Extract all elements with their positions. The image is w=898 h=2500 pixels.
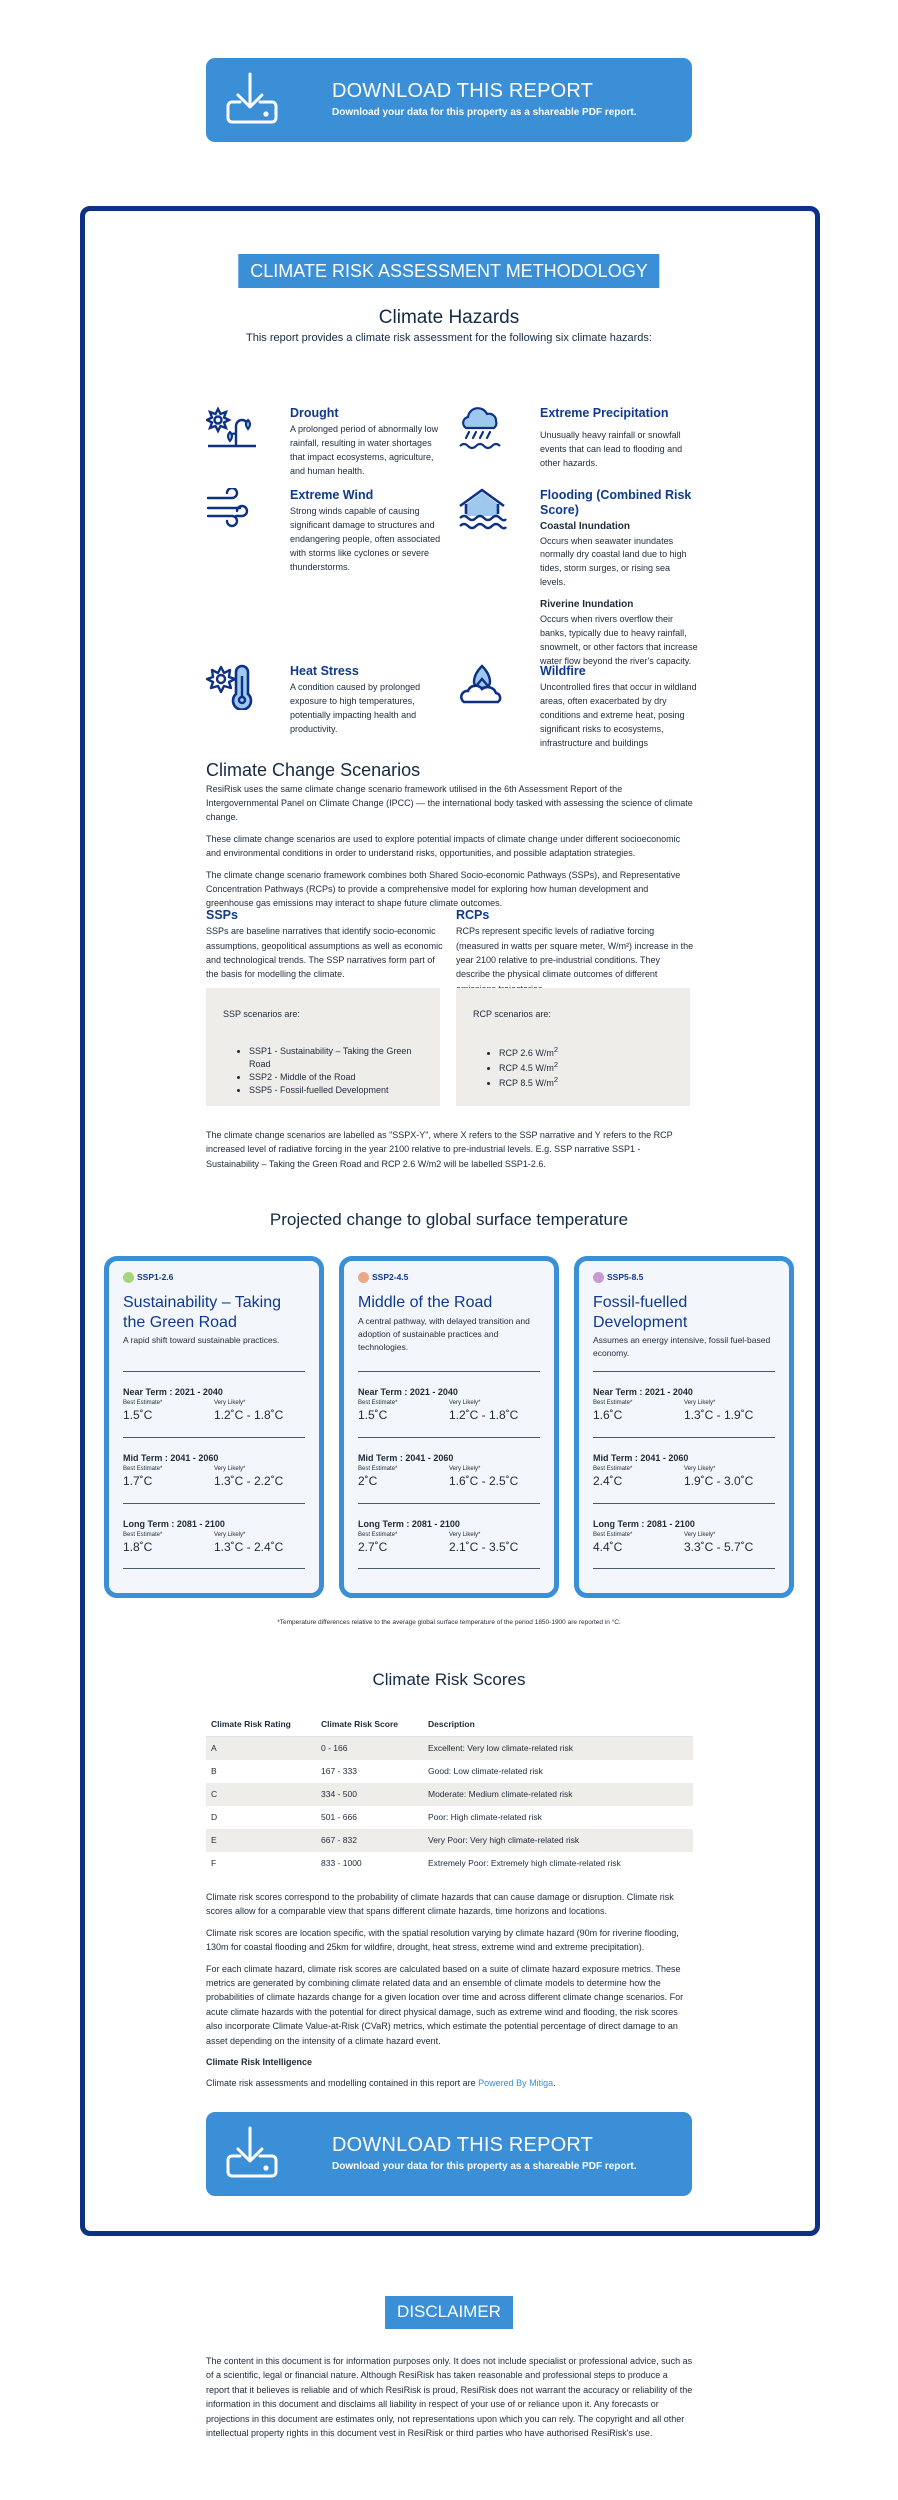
table-row bbox=[206, 1783, 693, 1806]
scenario-description: A central pathway, with delayed transition and adoption of sustainable practices and technologies. bbox=[358, 1315, 530, 1352]
term-block bbox=[593, 1437, 775, 1503]
table-row bbox=[206, 1829, 693, 1852]
very-likely-label: Very Likely* bbox=[449, 1400, 481, 1407]
projection-heading: Projected change to global surface temperature bbox=[269, 1210, 629, 1229]
hazard-title: Extreme Wind bbox=[290, 488, 374, 502]
term-block bbox=[123, 1371, 305, 1437]
risk-description-cell: Good: Low climate-related risk bbox=[428, 1766, 543, 1777]
risk-description-cell: Very Poor: Very high climate-related risk bbox=[423, 1829, 693, 1852]
scenario-color-dot bbox=[358, 1272, 369, 1283]
risk-scores-text bbox=[206, 1890, 693, 2098]
download-report-button-top[interactable] bbox=[206, 58, 692, 142]
scenario-color-dot bbox=[593, 1272, 604, 1283]
hazard-title: Drought bbox=[290, 406, 339, 420]
table-header-row bbox=[206, 1712, 693, 1737]
scenario-code: SSP5-8.5 bbox=[607, 1272, 644, 1282]
best-estimate-label: Best Estimate* bbox=[358, 1466, 398, 1473]
table-row bbox=[206, 1760, 693, 1783]
best-estimate-value: 4.4˚C bbox=[593, 1539, 623, 1554]
intel-text-body: Climate risk assessments and modelling contained in this report are bbox=[206, 2078, 479, 2089]
hazard-title: Extreme Precipitation bbox=[540, 406, 669, 420]
very-likely-value: 1.3˚C - 1.9˚C bbox=[684, 1407, 754, 1422]
intel-text-end: . bbox=[553, 2078, 556, 2089]
term-name: Mid Term : 2041 - 2060 bbox=[358, 1453, 454, 1463]
flooded-house-icon bbox=[456, 488, 508, 534]
ssps-heading: SSPs bbox=[206, 908, 238, 922]
column-header: Climate Risk Rating bbox=[206, 1712, 316, 1737]
term-name: Near Term : 2021 - 2040 bbox=[358, 1387, 458, 1397]
rcp-box-label: RCP scenarios are: bbox=[473, 1009, 551, 1019]
unit-superscript: 2 bbox=[553, 1060, 559, 1070]
best-estimate-label: Best Estimate* bbox=[123, 1400, 163, 1407]
rcps-text: RCPs represent specific levels of radiative forcing (measured in watts per square meter, W/m²) increase in the year 2100 relative to pre-industrial conditions. They describe the physical climate outcomes of different bbox=[456, 926, 694, 980]
scenario-title: Sustainability – Taking the Green Road bbox=[123, 1294, 282, 1331]
scenario-terms bbox=[593, 1371, 775, 1569]
term-block bbox=[123, 1437, 305, 1503]
best-estimate-label: Best Estimate* bbox=[358, 1400, 398, 1407]
best-estimate-label: Best Estimate* bbox=[593, 1532, 633, 1539]
download-report-button-bottom[interactable] bbox=[206, 2112, 692, 2196]
term-name: Long Term : 2081 - 2100 bbox=[123, 1519, 225, 1529]
scenarios-paragraph: The climate change scenario framework combines both Shared Socio-economic Pathways (SSPs), and Representative Concentration Pathways (RCPs) to provide a comprehensive model for exploring how human development and greenhouse gas emissions may interact to shape future climate outcomes. bbox=[206, 869, 681, 909]
ssp-scenarios-box bbox=[206, 988, 440, 1106]
best-estimate-value: 2˚C bbox=[358, 1473, 378, 1488]
best-estimate-label: Best Estimate* bbox=[358, 1532, 398, 1539]
scenario-card bbox=[104, 1256, 324, 1598]
scenario-title: Fossil-fuelled Development bbox=[593, 1294, 688, 1331]
scenarios-paragraph: ResiRisk uses the same climate change scenario framework utilised in the 6th Assessment Report of the Intergovernmental Panel on Climate Change (IPCC) — the international body tasked with assessing the science of climate change. bbox=[206, 783, 693, 823]
term-block bbox=[123, 1503, 305, 1569]
scenario-tag bbox=[358, 1271, 540, 1283]
download-subtitle: Download your data for this property as a shareable PDF report. bbox=[332, 2160, 637, 2172]
scenario-color-dot bbox=[123, 1272, 134, 1283]
scenario-description: A rapid shift toward sustainable practices. bbox=[123, 1334, 280, 1345]
risk-rating-cell: F bbox=[211, 1858, 217, 1869]
disclaimer-text: The content in this document is for information purposes only. It does not include specialist or professional advice, such as of a scientific, legal or financial nature. Although ResiRisk has taken reasonable and professional steps to produce a report that it believes is reliable and of which ResiRisk is proud, ResiRisk does not warrant the accuracy or reliability of the information in this document and disclaims all liability in respect of your use of or reliance upon it. Any forecasts or projections in this document are estimates only, not representations upon which you can rely. The copyright and all other intellectual property rights in this document vest in ResiRisk or third parties who have authorised ResiRisk's use. bbox=[206, 2356, 693, 2438]
download-title: DOWNLOAD THIS REPORT bbox=[332, 79, 594, 102]
disclaimer-badge: DISCLAIMER bbox=[385, 2296, 513, 2329]
very-likely-label: Very Likely* bbox=[684, 1532, 716, 1539]
download-subtitle: Download your data for this property as a shareable PDF report. bbox=[332, 106, 637, 118]
ssps-text: SSPs are baseline narratives that identify socio-economic assumptions, geopolitical assumptions as well as economic and technological trends. The SSP narratives form part of the basis for modelling the climate. bbox=[206, 926, 443, 980]
term-block bbox=[358, 1503, 540, 1569]
term-block bbox=[358, 1437, 540, 1503]
scenario-tag bbox=[593, 1271, 775, 1283]
term-name: Near Term : 2021 - 2040 bbox=[593, 1387, 693, 1397]
very-likely-value: 1.9˚C - 3.0˚C bbox=[684, 1473, 754, 1488]
sun-thermometer-icon bbox=[206, 664, 258, 710]
very-likely-label: Very Likely* bbox=[684, 1400, 716, 1407]
risk-description-cell: Moderate: Medium climate-related risk bbox=[423, 1783, 693, 1806]
hazard-flooding bbox=[456, 488, 696, 669]
risk-paragraph: Climate risk scores are location specific, with the spatial resolution varying by climate hazard (90m for riverine flooding, 130m for coastal flooding and 25km for wildfire, drought, heat stress, extreme wind and extreme precipitation). bbox=[206, 1927, 679, 1953]
rcps-heading: RCPs bbox=[456, 908, 490, 922]
download-tray-icon bbox=[220, 2122, 284, 2186]
download-tray-icon bbox=[220, 68, 284, 132]
wind-icon bbox=[206, 488, 258, 534]
hazard-drought bbox=[206, 406, 446, 479]
risk-score-cell: 833 - 1000 bbox=[321, 1858, 362, 1869]
scenario-code: SSP2-4.5 bbox=[372, 1272, 409, 1282]
best-estimate-value: 2.7˚C bbox=[358, 1539, 388, 1554]
risk-score-cell: 334 - 500 bbox=[316, 1783, 423, 1806]
unit-superscript: 2 bbox=[553, 1075, 559, 1085]
risk-description-cell: Extremely Poor: Extremely high climate-related risk bbox=[428, 1858, 621, 1869]
best-estimate-value: 1.7˚C bbox=[123, 1473, 153, 1488]
best-estimate-label: Best Estimate* bbox=[123, 1466, 163, 1473]
hazard-description: A prolonged period of abnormally low rainfall, resulting in water shortages that impact ecosystems, agriculture, and human health. bbox=[290, 424, 439, 476]
very-likely-value: 1.2˚C - 1.8˚C bbox=[449, 1407, 519, 1422]
drought-icon bbox=[206, 406, 258, 452]
term-block bbox=[593, 1371, 775, 1437]
very-likely-label: Very Likely* bbox=[449, 1532, 481, 1539]
term-name: Mid Term : 2041 - 2060 bbox=[123, 1453, 219, 1463]
scenario-tag bbox=[123, 1271, 305, 1283]
very-likely-label: Very Likely* bbox=[684, 1466, 716, 1473]
subhazard-title: Riverine Inundation bbox=[540, 599, 634, 611]
term-name: Long Term : 2081 - 2100 bbox=[358, 1519, 460, 1529]
hazard-title: Flooding (Combined Risk Score) bbox=[540, 488, 692, 517]
best-estimate-value: 1.5˚C bbox=[358, 1407, 388, 1422]
very-likely-value: 1.2˚C - 1.8˚C bbox=[214, 1407, 284, 1422]
ssp-list-item: • SSP2 - Middle of the Road bbox=[249, 1071, 423, 1084]
hazard-title: Heat Stress bbox=[290, 664, 359, 678]
scenario-title: Middle of the Road bbox=[358, 1294, 493, 1312]
risk-scores-table bbox=[206, 1712, 693, 1875]
hazard-heat-stress bbox=[206, 664, 446, 737]
risk-paragraph: For each climate hazard, climate risk scores are calculated based on a suite of climate hazard exposure metrics. These metrics are generated by combining climate related data and an ensemble of climate models to determine how the probabilities of climate hazards change for a given location over time and across different climate change scenarios. For acute climate hazards with the potential for direct physical damage, such as extreme wind and flooding, the risk scores also incorporate Climate Value-at-Risk (CVaR) metrics, which estimate the potential percentage of direct damage to an asset depending on the intensity of a climate hazard event. bbox=[206, 1963, 684, 2046]
rcp-list-item bbox=[499, 1060, 673, 1075]
risk-rating-cell: C bbox=[206, 1783, 316, 1806]
best-estimate-label: Best Estimate* bbox=[593, 1400, 633, 1407]
rcp-list-item bbox=[499, 1075, 673, 1090]
scenario-code: SSP1-2.6 bbox=[137, 1272, 174, 1282]
very-likely-value: 2.1˚C - 3.5˚C bbox=[449, 1539, 519, 1554]
best-estimate-value: 1.8˚C bbox=[123, 1539, 153, 1554]
risk-scores-heading: Climate Risk Scores bbox=[372, 1670, 526, 1689]
rain-cloud-icon bbox=[456, 406, 508, 452]
scenarios-paragraph: These climate change scenarios are used to explore potential impacts of climate change under different socioeconomic and environmental conditions in order to understand risks, opportunities, and possible adaptation strategies. bbox=[206, 833, 681, 859]
best-estimate-label: Best Estimate* bbox=[123, 1532, 163, 1539]
rcp-scenarios-box bbox=[456, 988, 690, 1106]
risk-rating-cell: D bbox=[211, 1812, 218, 1823]
intel-text bbox=[206, 2076, 693, 2090]
scenarios-heading: Climate Change Scenarios bbox=[206, 760, 421, 780]
scenario-card bbox=[574, 1256, 794, 1598]
label-note: The climate change scenarios are labelled as "SSPX-Y", where X refers to the SSP narrative and Y refers to the RCP increased level of radiative forcing in the year 2100 relative to pre-industrial levels. E.g. SSP narrative SSP1 - Sustainability – Taking the Green Road and RCP 2.6 W/m2 will be labelled SSP1-2.6. bbox=[206, 1130, 673, 1169]
column-header: Climate Risk Score bbox=[316, 1712, 423, 1737]
term-name: Mid Term : 2041 - 2060 bbox=[593, 1453, 689, 1463]
risk-score-cell: 167 - 333 bbox=[321, 1766, 357, 1777]
risk-description-cell: Excellent: Very low climate-related risk bbox=[423, 1737, 693, 1760]
ssps-column bbox=[206, 906, 444, 982]
risk-rating-cell: A bbox=[206, 1737, 316, 1760]
hazard-description: Unusually heavy rainfall or snowfall events that can lead to flooding and other hazards. bbox=[540, 430, 683, 468]
best-estimate-value: 2.4˚C bbox=[593, 1473, 623, 1488]
subhazard-description: Occurs when rivers overflow their banks, typically due to heavy rainfall, snowmelt, or other factors that increase water flow beyond the river's capacity. bbox=[540, 613, 698, 666]
subhazard-title: Coastal Inundation bbox=[540, 521, 630, 532]
very-likely-label: Very Likely* bbox=[214, 1466, 246, 1473]
very-likely-value: 1.6˚C - 2.5˚C bbox=[449, 1473, 519, 1488]
intel-heading: Climate Risk Intelligence bbox=[206, 2056, 313, 2067]
hazard-title: Wildfire bbox=[540, 664, 586, 678]
risk-score-cell: 501 - 666 bbox=[321, 1812, 357, 1823]
very-likely-value: 3.3˚C - 5.7˚C bbox=[684, 1539, 754, 1554]
hazard-description: A condition caused by prolonged exposure to high temperatures, potentially impacting health and productivity. bbox=[290, 682, 421, 734]
hazard-description: Uncontrolled fires that occur in wildland areas, often exacerbated by dry conditions and extreme heat, posing significant risks to ecosystems, infrastructure and buildings bbox=[540, 682, 697, 748]
powered-by-mitiga-link[interactable]: Powered By Mitiga bbox=[478, 2078, 554, 2089]
hazard-extreme-wind bbox=[206, 488, 446, 575]
table-row bbox=[206, 1737, 693, 1760]
very-likely-value: 1.3˚C - 2.2˚C bbox=[214, 1473, 284, 1488]
hazards-heading: Climate Hazards bbox=[378, 307, 520, 328]
methodology-badge: CLIMATE RISK ASSESSMENT METHODOLOGY bbox=[238, 254, 659, 288]
term-name: Near Term : 2021 - 2040 bbox=[123, 1387, 223, 1397]
very-likely-label: Very Likely* bbox=[214, 1532, 246, 1539]
hazard-extreme-precipitation bbox=[456, 406, 696, 471]
term-block bbox=[358, 1371, 540, 1437]
scenario-terms bbox=[123, 1371, 305, 1569]
risk-paragraph: Climate risk scores correspond to the probability of climate hazards that can cause damage or disruption. Climate risk scores allow for a comparable view that spans different climate hazards, time horizons and locations. bbox=[206, 1892, 674, 1917]
very-likely-label: Very Likely* bbox=[449, 1466, 481, 1473]
label-note-section bbox=[206, 1128, 693, 1178]
hazard-description: Strong winds capable of causing significant damage to structures and endangering people, often associated with storms like cyclones or severe thunderstorms. bbox=[290, 506, 441, 572]
unit-superscript: 2 bbox=[553, 1045, 559, 1055]
rcp-list-item bbox=[499, 1045, 673, 1060]
scenario-terms bbox=[358, 1371, 540, 1569]
risk-score-cell: 667 - 832 bbox=[316, 1829, 423, 1852]
scenario-description: Assumes an energy intensive, fossil fuel-based economy. bbox=[593, 1334, 771, 1358]
very-likely-label: Very Likely* bbox=[214, 1400, 246, 1407]
download-title: DOWNLOAD THIS REPORT bbox=[332, 2133, 594, 2156]
risk-rating-cell: E bbox=[206, 1829, 316, 1852]
temperature-footnote: *Temperature differences relative to the average global surface temperature of the period 1850-1900 are reported in °C. bbox=[277, 1619, 621, 1626]
very-likely-value: 1.3˚C - 2.4˚C bbox=[214, 1539, 284, 1554]
column-header: Description bbox=[423, 1712, 693, 1737]
subhazard-description: Occurs when seawater inundates normally dry coastal land due to high tides, storm surges, or rising sea levels. bbox=[540, 535, 687, 588]
best-estimate-value: 1.6˚C bbox=[593, 1407, 623, 1422]
scenarios-section bbox=[206, 760, 693, 918]
rcp-value: RCP 4.5 W/m bbox=[499, 1063, 554, 1074]
hazards-intro: This report provides a climate risk assessment for the following six climate hazards: bbox=[246, 332, 652, 344]
rcps-column bbox=[456, 906, 694, 996]
risk-rating-cell: B bbox=[211, 1766, 217, 1777]
ssp-list-item: • SSP5 - Fossil-fuelled Development bbox=[249, 1084, 423, 1097]
table-row bbox=[206, 1852, 693, 1875]
best-estimate-value: 1.5˚C bbox=[123, 1407, 153, 1422]
table-row bbox=[206, 1806, 693, 1829]
wildfire-icon bbox=[456, 664, 508, 710]
hazard-wildfire bbox=[456, 664, 696, 751]
rcp-value: RCP 2.6 W/m bbox=[499, 1048, 554, 1059]
best-estimate-label: Best Estimate* bbox=[593, 1466, 633, 1473]
scenario-card bbox=[339, 1256, 559, 1598]
risk-description-cell: Poor: High climate-related risk bbox=[428, 1812, 542, 1823]
term-block bbox=[593, 1503, 775, 1569]
ssp-box-label: SSP scenarios are: bbox=[223, 1009, 300, 1019]
ssp-list-item: • SSP1 - Sustainability – Taking the Green Road bbox=[249, 1045, 423, 1071]
term-name: Long Term : 2081 - 2100 bbox=[593, 1519, 695, 1529]
rcp-value: RCP 8.5 W/m bbox=[499, 1078, 554, 1089]
risk-score-cell: 0 - 166 bbox=[316, 1737, 423, 1760]
